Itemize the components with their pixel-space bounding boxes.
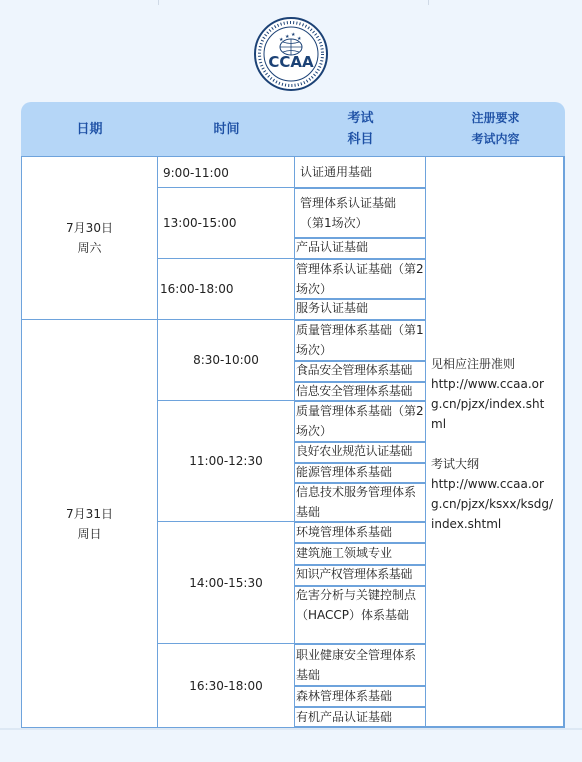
logo-text: CCAA [268,53,314,71]
time-label: 16:00-18:00 [160,282,234,296]
svg-text:★: ★ [297,36,302,42]
time-label: 14:00-15:30 [189,575,263,590]
svg-text:★: ★ [279,37,284,43]
subject-item: 产品认证基础 [296,240,369,254]
subject-item: 服务认证基础 [296,301,369,315]
table-header [21,102,565,156]
exam-schedule-table [21,102,565,728]
day-label: 7月30日 周六 [66,221,113,255]
time-label: 9:00-11:00 [163,166,229,180]
svg-text:★: ★ [291,32,296,38]
top-divider [158,0,159,5]
subject-item: 信息安全管理体系基础 [296,384,413,398]
day-label: 7月31日 周日 [66,506,113,541]
subject-item: 良好农业规范认证基础 [296,444,413,458]
top-divider [428,0,429,5]
subject-item: 危害分析与关键控制点（HACCP）体系基础 [296,588,417,622]
subject-item: 森林管理体系基础 [296,689,393,703]
subject-item: 知识产权管理体系基础 [296,567,413,581]
note-url: http://www.ccaa.org.cn/pjzx/ksxx/ksdg/index.shtml [431,477,553,531]
subject-item: 有机产品认证基础 [296,710,393,724]
note-text: 见相应注册准则 [431,357,516,371]
subject-item: 建筑施工领域专业 [296,546,393,560]
subject-item: 环境管理体系基础 [296,525,393,539]
subject-item: 食品安全管理体系基础 [296,363,413,377]
subject-item: 认证通用基础 [300,165,373,179]
subject-item: 管理体系认证基础（第1场次） [300,196,397,230]
header-time: 时间 [213,121,240,137]
subject-item: 质量管理体系基础（第2场次） [296,404,424,438]
time-label: 11:00-12:30 [189,454,263,468]
subject-item: 质量管理体系基础（第1场次） [296,323,424,357]
top-strip [0,0,582,6]
requirements-note [431,354,555,534]
time-label: 13:00-15:00 [163,216,237,230]
ccaa-logo [253,16,329,92]
note-url: http://www.ccaa.org.cn/pjzx/index.shtml [431,377,545,431]
subject-item: 职业健康安全管理体系基础 [296,648,417,682]
header-requirements: 注册要求 考试内容 [471,111,520,146]
header-date: 日期 [76,121,103,137]
subject-item: 能源管理体系基础 [296,465,393,479]
time-label: 8:30-10:00 [193,353,259,367]
time-label: 16:30-18:00 [189,678,263,693]
subject-item: 信息技术服务管理体系基础 [296,485,417,519]
page-footer [0,728,582,762]
header-subject: 考试 科目 [347,111,374,147]
note-text: 考试大纲 [431,457,480,471]
svg-text:★: ★ [285,34,290,40]
subject-item: 管理体系认证基础（第2场次） [296,262,424,296]
